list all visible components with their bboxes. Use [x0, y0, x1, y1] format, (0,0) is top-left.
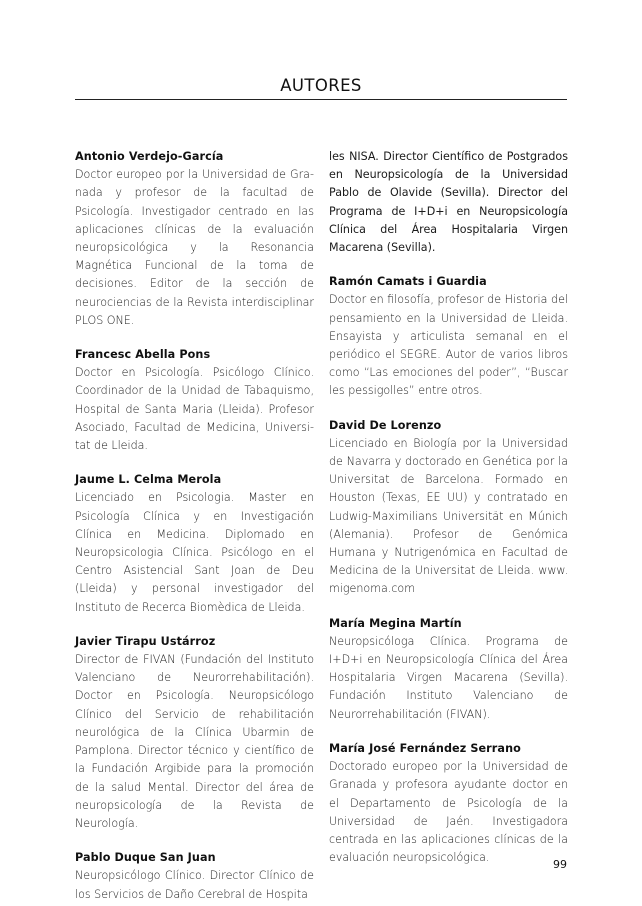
author-name: Pablo Duque San Juan	[75, 851, 216, 865]
author-entry	[329, 417, 568, 599]
author-name: Javier Tirapu Ustárroz	[75, 634, 216, 648]
author-bio-continuation: les NISA. Director Científico de Postgrados en Neuropsicología de la Universidad Pablo de Olavide (Sevilla). Director del Programa de I+D+i en Neuropsicología Clínica del Área Hospitalaria Virgen Macarena (Sevilla).	[329, 150, 568, 255]
author-bio: Neuropsicóloga Clínica. Programa de I+D+i en Neuropsicología Clínica del Área Hospitalaria Virgen Macarena (Sevilla). Fundación Instituto Valenciano de Neurorrehabilitación (FIVAN).	[329, 634, 568, 721]
author-entry	[75, 849, 314, 904]
author-entry	[329, 615, 568, 724]
author-bio: Licenciado en Psicologia. Master en Psicología Clínica y en Investigación Clínica en Medicina. Diplomado en Neuropsicologia Clínica. Psicólogo en el Centro Asistencial Sant Joan de Deu (Lleida) y personal investigador del Instituto de Recerca Biomèdica de Lleida.	[75, 491, 314, 614]
author-bio: Doctorado europeo por la Universidad de Granada y profesora ayudante doctor en el Departamento de Psicología de la Universidad de Jaén. Investigadora centrada en las aplicaciones clínicas de la evaluación neuropsicológica.	[329, 760, 568, 865]
author-bio: Licenciado en Biología por la Universidad de Navarra y doctorado en Genética por la Universitat de Barcelona. Formado en Houston (Texas, EE UU) y contratado en Ludwig-Maximilians Universität en Múnich (Alemania). Profesor de Genómica Humana y Nutrigenómica en Facultad de Medicina de la Universitat de Lleida. www. migenoma.com	[329, 436, 568, 596]
author-entry	[75, 471, 314, 617]
left-column	[75, 148, 314, 906]
author-bio: Neuropsicólogo Clínico. Director Clínico de los Servicios de Daño Cerebral de Hospita	[75, 869, 314, 901]
author-name: Jaume L. Celma Merola	[75, 473, 222, 487]
page-number: 99	[553, 858, 567, 871]
author-name: Ramón Camats i Guardia	[329, 275, 487, 289]
author-name: David De Lorenzo	[329, 418, 442, 432]
author-name: Antonio Verdejo-García	[75, 150, 224, 163]
author-bio: Doctor en filosofía, profesor de Historia del pensamiento en la Universidad de Lleida. Ensayista y articulista semanal en el periódico el SEGRE. Autor de varios libros como “Las emociones del poder”, “Buscar les pessigolles” entre otros.	[329, 293, 568, 398]
right-column	[329, 148, 568, 883]
author-bio: Doctor europeo por la Universidad de Granada y profesor de la facultad de Psicología. Investigador centrado en las aplicaciones clínicas de la evaluación neuropsicológica y la Resonancia Magnética Funcional de la toma de decisiones. Editor de la sección de neurociencias de la Revista interdisciplinar PLOS ONE.	[75, 168, 314, 327]
author-entry	[75, 148, 314, 330]
author-entry	[329, 740, 568, 867]
author-name: María José Fernández Serrano	[329, 741, 521, 755]
author-name: María Megina Martín	[329, 616, 462, 630]
author-bio: Director de FIVAN (Fundación del Instituto Valenciano de Neurorrehabilitación). Doctor en Psicología. Neuropsicólogo Clínico del Servicio de rehabilitación neurológica de la Clínica Ubarmin de Pamplona. Director técnico y científico de la Fundación Argibide para la promoción de la salud Mental. Director del área de neuropsicología de la Revista de Neurología.	[75, 653, 314, 830]
author-bio: Doctor en Psicología. Psicólogo Clínico. Coordinador de la Unidad de Tabaquismo, Hospital de Santa Maria (Lleida). Profesor Asociado, Facultad de Medicina, Universitat de Lleida.	[75, 366, 314, 453]
author-entry	[75, 346, 314, 455]
author-name: Francesc Abella Pons	[75, 348, 211, 362]
author-entry	[329, 273, 568, 400]
author-entry	[75, 633, 314, 833]
page-title: AUTORES	[280, 76, 362, 95]
page-header	[75, 74, 567, 100]
